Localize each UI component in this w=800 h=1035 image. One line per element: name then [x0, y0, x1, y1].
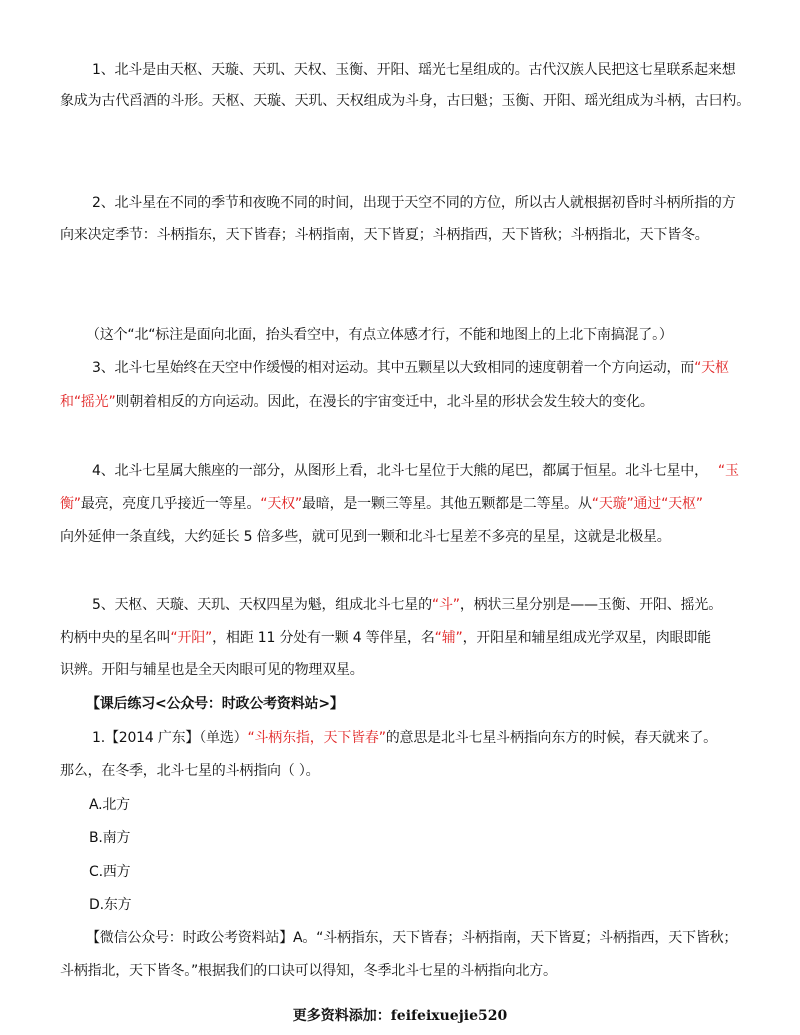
- paragraph-5-line-2: [60, 628, 760, 648]
- paragraph-4-line-1: [92, 461, 752, 481]
- paragraph-5-line-1: [92, 595, 752, 615]
- paragraph-4-line-2: [60, 494, 760, 514]
- star-tianshu: “天枢: [694, 360, 729, 376]
- answer-line-1: 【微信公众号：时政公考资料站】A。“斗柄指东，天下皆春；斗柄指南，天下皆夏；斗柄指西，天下皆秋；: [86, 930, 738, 946]
- q1-quote: “斗柄东指，天下皆春”: [247, 730, 386, 746]
- star-kaiyang: “开阳”: [170, 630, 213, 646]
- star-tianxuan-tianshu: “天璇”通过“天枢”: [591, 496, 703, 512]
- p3-and: 和: [60, 394, 74, 410]
- paragraph-3-line-2: [60, 392, 760, 412]
- q1-text: 的意思是北斗七星斗柄指向东方的时候，春天就来了。: [385, 730, 717, 746]
- question-1-line-2: 那么，在冬季，北斗七星的斗柄指向（ ）。: [60, 763, 320, 779]
- paragraph-1-line-1: 1、北斗是由天枢、天璇、天玑、天权、玉衡、开阳、瑶光七星组成的。古代汉族人民把这七星联系起来想: [92, 62, 736, 78]
- paragraph-2-line-2: 向来决定季节：斗柄指东，天下皆春；斗柄指南，天下皆夏；斗柄指西，天下皆秋；斗柄指北，天下皆冬。: [60, 227, 709, 243]
- p5-text-3: 杓柄中央的星名叫: [60, 630, 171, 646]
- paragraph-4-line-3: 向外延伸一条直线，大约延长 5 倍多些，就可见到一颗和北斗七星差不多亮的星星，这就是北极星。: [60, 529, 671, 545]
- p3-text: 3、北斗七星始终在天空中作缓慢的相对运动。其中五颗星以大致相同的速度朝着一个方向运动，而: [92, 360, 695, 376]
- option-b: B.南方: [89, 830, 131, 846]
- q1-source: 1.【2014 广东】（单选）: [92, 730, 248, 746]
- p3-text-2: 则朝着相反的方向运动。因此，在漫长的宇宙变迁中，北斗星的形状会发生较大的变化。: [115, 394, 654, 410]
- question-1-line-1: [92, 728, 752, 748]
- p5-text-5: ，开阳星和辅星组成光学双星，肉眼即能: [462, 630, 711, 646]
- p5-text-4: ，相距 11 分处有一颗 4 等伴星，名: [212, 630, 435, 646]
- paragraph-2-line-1: 2、北斗星在不同的季节和夜晚不同的时间，出现于天空不同的方位，所以古人就根据初昏时斗柄所指的方: [92, 195, 736, 211]
- paragraph-5-line-3: 识辨。开阳与辅星也是全天肉眼可见的物理双星。: [60, 662, 364, 678]
- option-a: A.北方: [89, 797, 130, 813]
- paragraph-1-line-2: 象成为古代舀酒的斗形。天枢、天璇、天玑、天权组成为斗身，古曰魁；玉衡、开阳、瑶光组成为斗柄，古曰杓。: [60, 93, 750, 109]
- footer-note: 更多资料添加：feifeixuejie520: [292, 1008, 508, 1024]
- answer-line-2: 斗柄指北，天下皆冬。”根据我们的口诀可以得知，冬季北斗七星的斗柄指向北方。: [60, 963, 557, 979]
- p4-text: 4、北斗七星属大熊座的一部分，从图形上看，北斗七星位于大熊的尾巴，都属于恒星。北斗七星中，: [92, 463, 708, 479]
- note-line: （这个“北“标注是面向北面，抬头看空中，有点立体感才行，不能和地图上的上北下南搞混了。）: [86, 327, 673, 343]
- star-yuheng-start: “玉: [717, 463, 739, 479]
- paragraph-3-line-1: [92, 358, 752, 378]
- exercise-title: 【课后练习<公众号：时政公考资料站>】: [86, 696, 344, 712]
- p5-text-2: ，柄状三星分别是——玉衡、开阳、摇光。: [459, 597, 723, 613]
- p5-text: 5、天枢、天璇、天玑、天权四星为魁，组成北斗七星的: [92, 597, 432, 613]
- term-dou: “斗”: [431, 597, 460, 613]
- star-yuheng-end: 衡”: [60, 496, 81, 512]
- star-tianquan: “天权”: [260, 496, 302, 512]
- p4-text-2: 最亮，亮度几乎接近一等星。: [80, 496, 261, 512]
- star-yaoguang: “摇光”: [73, 394, 116, 410]
- option-c: C.西方: [89, 864, 131, 880]
- option-d: D.东方: [89, 897, 132, 913]
- p4-text-3: 最暗，是一颗三等星。其他五颗都是二等星。从: [301, 496, 592, 512]
- star-fu: “辅”: [434, 630, 463, 646]
